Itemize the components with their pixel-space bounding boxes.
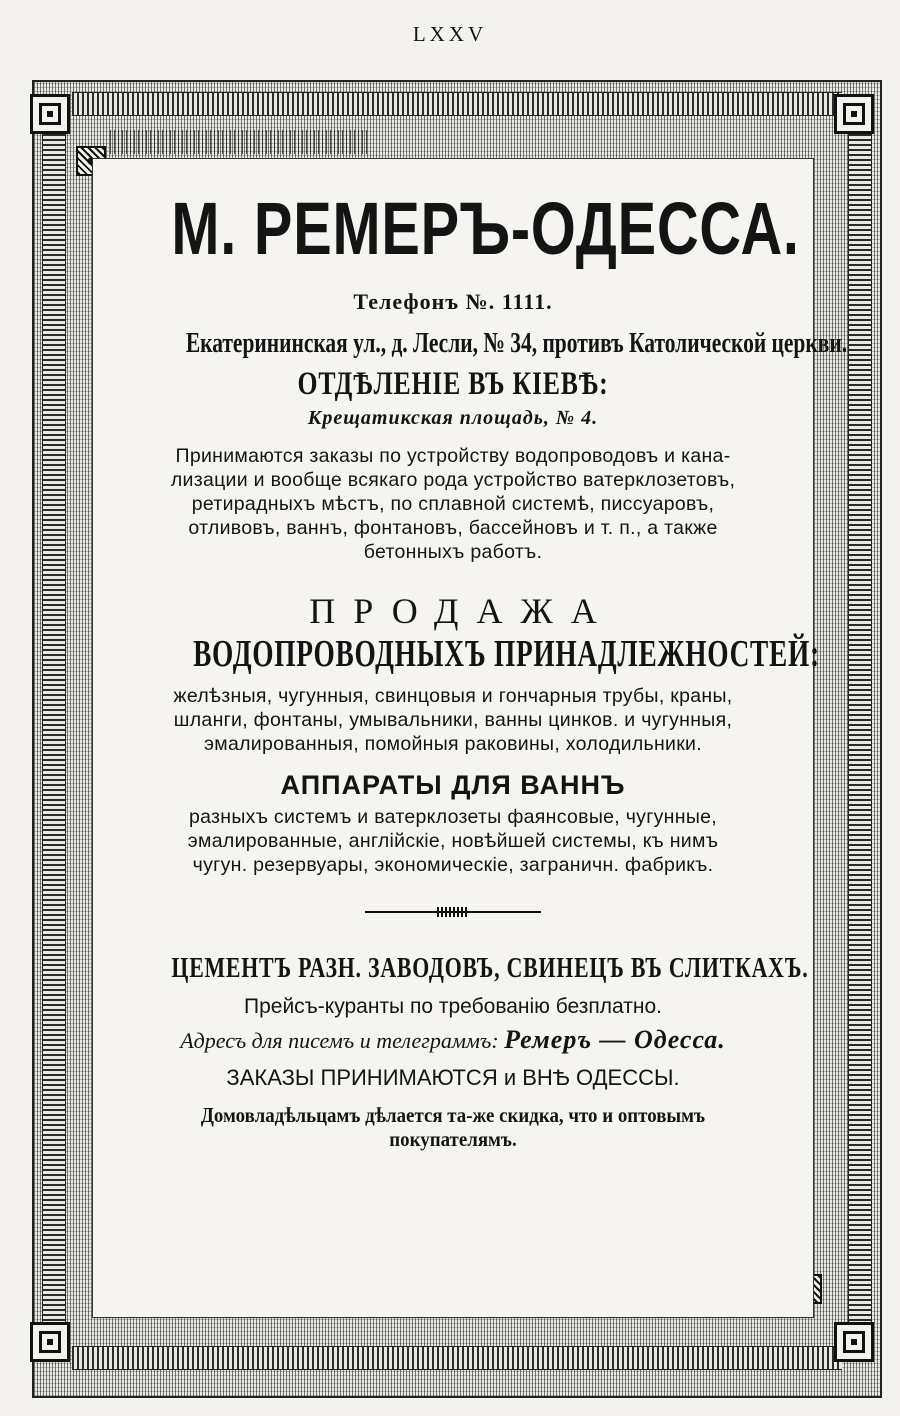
apparatus-paragraph bbox=[98, 805, 808, 877]
goods-line: эмалированныя, помойныя раковины, холодильники. bbox=[204, 733, 702, 755]
telegram-address-line bbox=[92, 1025, 814, 1055]
sale-heading: ПРОДАЖА bbox=[309, 591, 615, 631]
drapery-top-left bbox=[110, 130, 370, 154]
outside-orders-note: ЗАКАЗЫ ПРИНИМАЮТСЯ и ВНѢ ОДЕССЫ. bbox=[226, 1065, 680, 1090]
branch-heading: ОТДѢЛЕНІЕ ВЪ КІЕВѢ: bbox=[297, 366, 609, 402]
street-address: Екатерининская ул., д. Лесли, № 34, противъ Католической церкви. bbox=[185, 327, 848, 359]
services-line: отливовъ, ваннъ, фонтановъ, бассейновъ и т. п., а также bbox=[188, 517, 718, 539]
corner-ornament-top-left-icon bbox=[30, 94, 70, 134]
services-line: Принимаются заказы по устройству водопроводовъ и кана- bbox=[175, 445, 731, 467]
apparatus-line: разныхъ системъ и ватерклозеты фаянсовые, чугунные, bbox=[188, 806, 717, 828]
border-band-bottom bbox=[72, 1346, 842, 1370]
goods-line: шланги, фонтаны, умывальники, ванны цинков. и чугунныя, bbox=[173, 709, 733, 731]
services-line: бетонныхъ работъ. bbox=[363, 541, 543, 563]
corner-ornament-bottom-right-icon bbox=[834, 1322, 874, 1362]
ornamental-divider bbox=[365, 905, 541, 919]
advert-title: М. РЕМЕРЪ-ОДЕССА. bbox=[171, 187, 800, 270]
advert-content bbox=[92, 158, 848, 1151]
owners-discount-note bbox=[128, 1103, 778, 1151]
page-number: LXXV bbox=[412, 22, 488, 46]
sale-subheading: ВОДОПРОВОДНЫХЪ ПРИНАДЛЕЖНОСТЕЙ: bbox=[193, 633, 820, 675]
corner-ornament-bottom-left-icon bbox=[30, 1322, 70, 1362]
apparatus-line: эмалированные, англійскіе, новѣйшей системы, къ нимъ bbox=[187, 830, 719, 852]
border-band-top bbox=[72, 92, 842, 116]
owners-line: покупателямъ. bbox=[389, 1127, 517, 1151]
goods-paragraph bbox=[98, 684, 808, 756]
border-band-left bbox=[42, 130, 66, 1326]
services-paragraph bbox=[98, 444, 808, 564]
phone-number: Телефонъ №. 1111. bbox=[353, 289, 553, 314]
apparatus-line: чугун. резервуары, экономическіе, заграничн. фабрикъ. bbox=[192, 854, 714, 876]
apparatus-heading: АППАРАТЫ ДЛЯ ВАННЪ bbox=[280, 770, 626, 800]
pricelist-note: Прейсъ-куранты по требованію безплатно. bbox=[244, 995, 662, 1018]
telegram-address: Ремеръ — Одесса. bbox=[504, 1025, 726, 1054]
services-line: ретирадныхъ мѣстъ, по сплавной системѣ, писсуаровъ, bbox=[191, 493, 715, 515]
branch-address: Крещатикская площадь, № 4. bbox=[307, 407, 599, 429]
border-band-right bbox=[848, 130, 872, 1326]
telegram-label: Адресъ для писемъ и телеграммъ: bbox=[180, 1028, 499, 1053]
corner-ornament-top-right-icon bbox=[834, 94, 874, 134]
owners-line: Домовладѣльцамъ дѣлается та-же скидка, что и оптовымъ bbox=[200, 1103, 706, 1127]
cement-heading: ЦЕМЕНТЪ РАЗН. ЗАВОДОВЪ, СВИНЕЦЪ ВЪ СЛИТКАХЪ. bbox=[171, 953, 809, 984]
goods-line: желѣзныя, чугунныя, свинцовыя и гончарныя трубы, краны, bbox=[173, 685, 733, 707]
services-line: лизации и вообще всякаго рода устройство ватерклозетовъ, bbox=[170, 469, 736, 491]
